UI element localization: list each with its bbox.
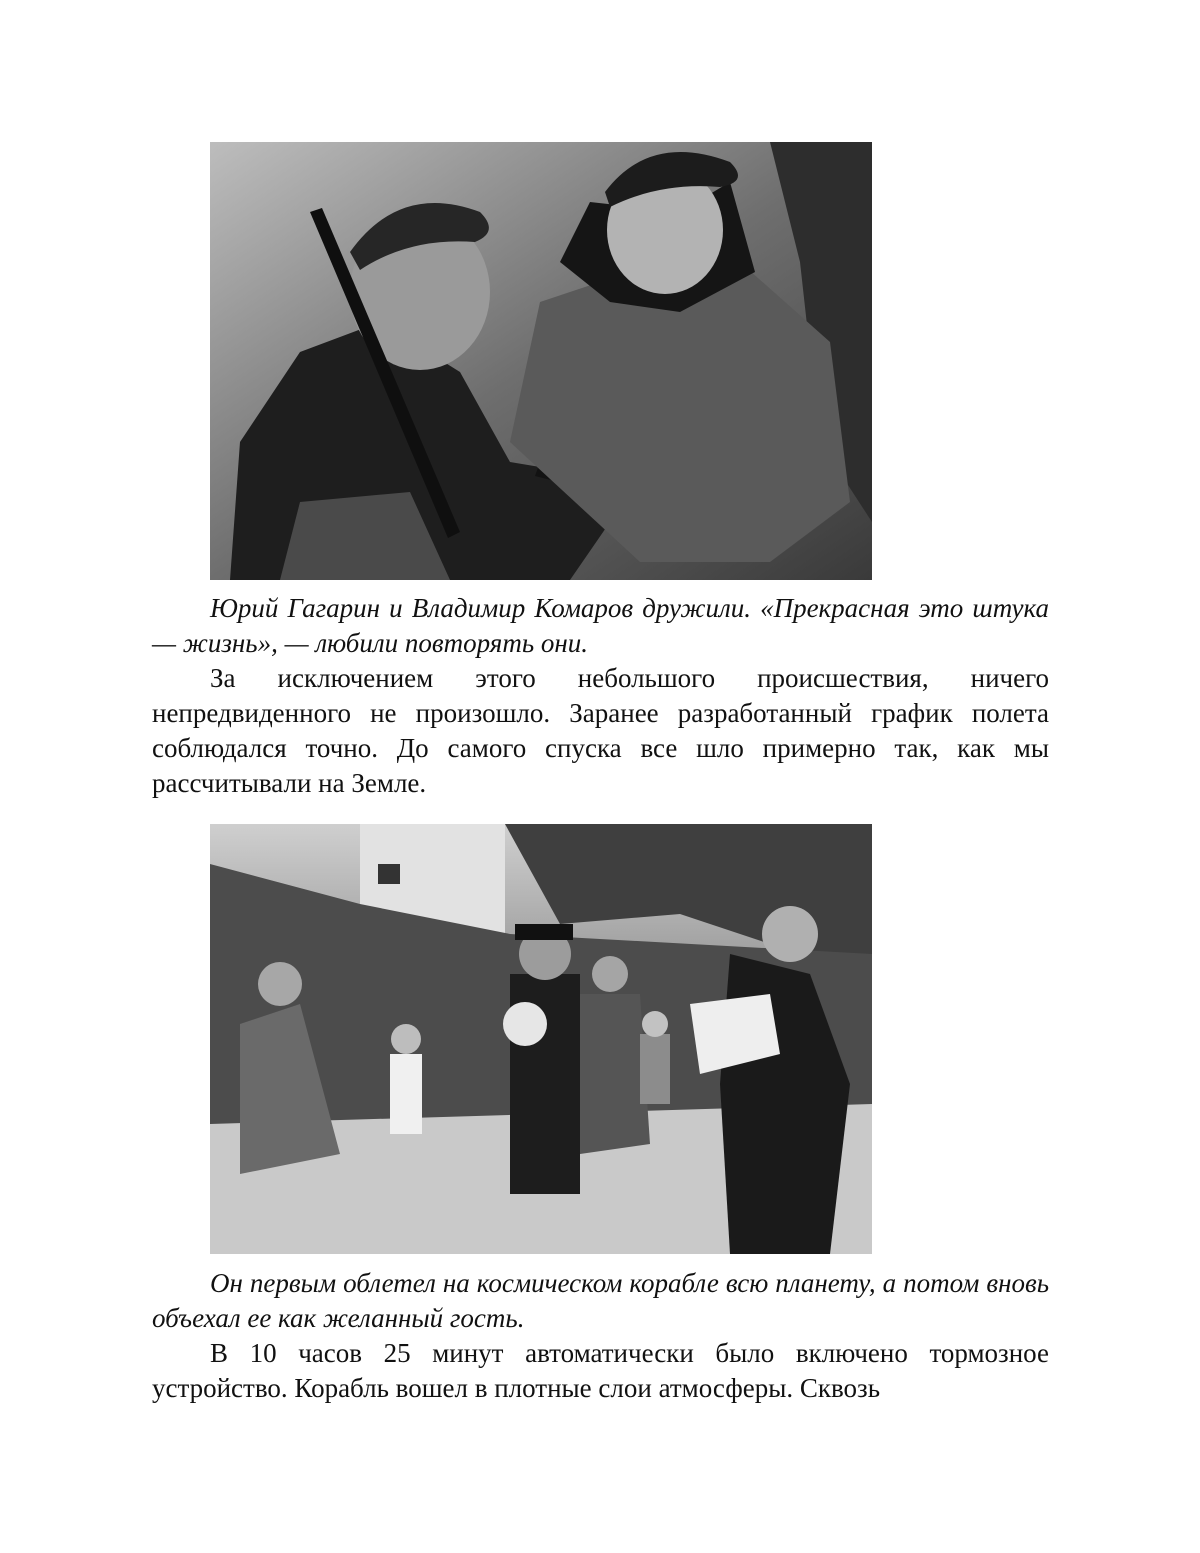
body-paragraph-1 xyxy=(152,661,1049,801)
caption-text: Юрий Гагарин и Владимир Комаров дружили. «Прекрасная это штука — жизнь», — любили повторять они. xyxy=(152,593,1049,658)
photo-crowd-welcome xyxy=(210,824,872,1254)
photo-caption-1 xyxy=(152,591,1049,661)
photo-gagarin-komarov xyxy=(210,142,872,580)
caption-text: Он первым облетел на космическом корабле всю планету, а потом вновь объехал ее как желанный гость. xyxy=(152,1268,1049,1333)
paragraph-text: В 10 часов 25 минут автоматически было включено тормозное устройство. Корабль вошел в плотные слои атмосферы. Сквозь xyxy=(152,1338,1049,1403)
paragraph-text: За исключением этого небольшого происшествия, ничего непредвиденного не произошло. Заранее разработанный график полета соблюдался точно. До самого спуска все шло примерно так, как мы рассчитывали на Земле. xyxy=(152,663,1049,798)
body-paragraph-2 xyxy=(152,1336,1049,1406)
photo-caption-2 xyxy=(152,1266,1049,1336)
photo-gagarin-komarov-image xyxy=(210,142,872,580)
photo-crowd-welcome-image xyxy=(210,824,872,1254)
